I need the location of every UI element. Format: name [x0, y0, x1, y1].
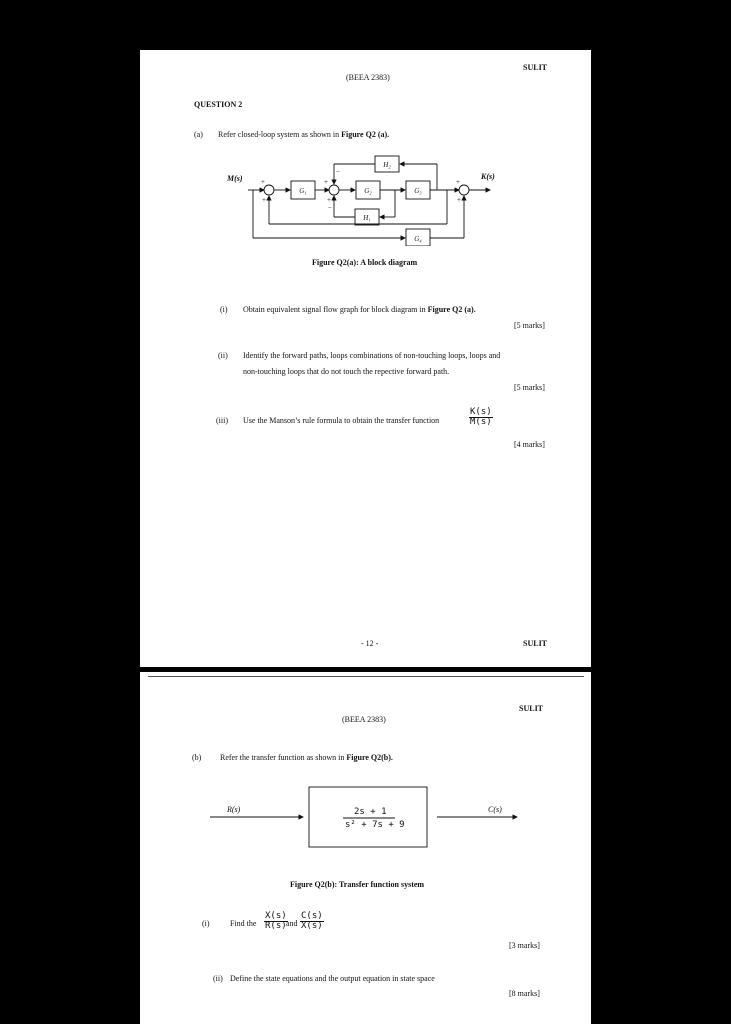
sign-sj3-bottom: +	[457, 196, 461, 204]
item-b-i-text: Find the	[230, 919, 257, 928]
output-label: K(s)	[481, 172, 495, 181]
course-code: (BEEA 2383)	[346, 73, 390, 82]
fraction-numerator: X(s)	[265, 911, 287, 921]
tf-numerator: 2s + 1	[354, 807, 387, 817]
part-b-instruction	[220, 754, 393, 762]
item-i-body: Obtain equivalent signal flow graph for block diagram in	[243, 305, 428, 314]
block-label-g4: G₄	[414, 235, 422, 243]
exam-page-1	[140, 50, 591, 667]
fraction-x-over-r	[264, 912, 288, 932]
question-title: QUESTION 2	[194, 100, 243, 109]
block-label-h2: H₂	[383, 161, 391, 169]
fraction-numerator: C(s)	[301, 911, 323, 921]
sign-sj2-top: −	[336, 168, 340, 176]
part-a-instruction	[218, 131, 389, 139]
tf-denominator: s² + 7s + 9	[345, 820, 405, 830]
fraction-denominator: R(s)	[265, 921, 287, 932]
item-ii-line1: Identify the forward paths, loops combinations of non-touching loops, loops and	[243, 351, 501, 360]
summing-junction-3	[459, 185, 469, 195]
item-b-i-joiner: and	[286, 919, 298, 928]
item-i-text	[243, 306, 476, 314]
page-divider	[148, 676, 584, 677]
item-iii-marks: [4 marks]	[514, 440, 545, 449]
part-a-label: (a)	[194, 130, 203, 139]
part-a-instruction-text: Refer closed-loop system as shown in	[218, 130, 342, 139]
item-iii-text: Use the Manson’s rule formula to obtain the transfer function	[243, 416, 440, 425]
fraction-denominator: X(s)	[301, 921, 323, 932]
part-b-label: (b)	[192, 753, 202, 762]
sign-sj2-bottom-left: +	[327, 196, 331, 204]
tf-output-label: C(s)	[488, 805, 502, 814]
item-b-i-marks: [3 marks]	[509, 941, 540, 950]
block-diagram	[225, 150, 515, 246]
block-label-g3: G₃	[414, 187, 422, 195]
sign-sj2-bottom: −	[328, 204, 332, 212]
block-label-g2: G₂	[364, 187, 372, 195]
fraction-denominator: M(s)	[470, 417, 492, 428]
fraction-c-over-x	[300, 912, 324, 932]
page-header-sulit: SULIT	[519, 704, 544, 713]
sign-sj2-in: +	[324, 178, 328, 186]
part-b-instruction-text: Refer the transfer function as shown in	[220, 753, 347, 762]
item-iii-num: (iii)	[216, 416, 228, 425]
item-ii-num: (ii)	[218, 351, 228, 360]
transfer-function-block	[309, 787, 427, 847]
sign-sj1-in: +	[261, 178, 265, 186]
item-b-i-num: (i)	[202, 919, 210, 928]
fraction-numerator: K(s)	[470, 407, 492, 417]
item-i-figure-ref: Figure Q2 (a).	[427, 305, 476, 314]
figure-caption-b: Figure Q2(b): Transfer function system	[290, 880, 425, 889]
figure-reference: Figure Q2 (a).	[341, 130, 390, 139]
summing-junction-1	[264, 185, 274, 195]
page-header-sulit: SULIT	[523, 63, 548, 72]
transfer-function-fraction	[469, 408, 493, 428]
input-label: M(s)	[227, 174, 243, 183]
course-code: (BEEA 2383)	[342, 715, 386, 724]
page-footer-sulit: SULIT	[523, 639, 548, 648]
item-i-num: (i)	[220, 305, 228, 314]
figure-caption-a: Figure Q2(a): A block diagram	[312, 258, 418, 267]
transfer-function-diagram	[206, 784, 526, 850]
block-label-h1: H₁	[363, 214, 371, 222]
page-number: - 12 -	[361, 639, 379, 648]
item-ii-marks: [5 marks]	[514, 383, 545, 392]
item-b-ii-marks: [8 marks]	[509, 989, 540, 998]
item-b-ii-text: Define the state equations and the output equation in state space	[230, 974, 435, 983]
tf-input-label: R(s)	[227, 805, 241, 814]
summing-junction-2	[329, 185, 339, 195]
exam-page-2	[140, 672, 591, 1024]
block-label-g1: G₁	[299, 187, 307, 195]
sign-sj1-bottom: +	[262, 196, 266, 204]
item-ii-line2: non-touching loops that do not touch the repective forward path.	[243, 367, 450, 376]
sign-sj3-in: +	[456, 178, 460, 186]
item-i-marks: [5 marks]	[514, 321, 545, 330]
item-b-ii-num: (ii)	[213, 974, 223, 983]
figure-reference: Figure Q2(b).	[346, 753, 393, 762]
